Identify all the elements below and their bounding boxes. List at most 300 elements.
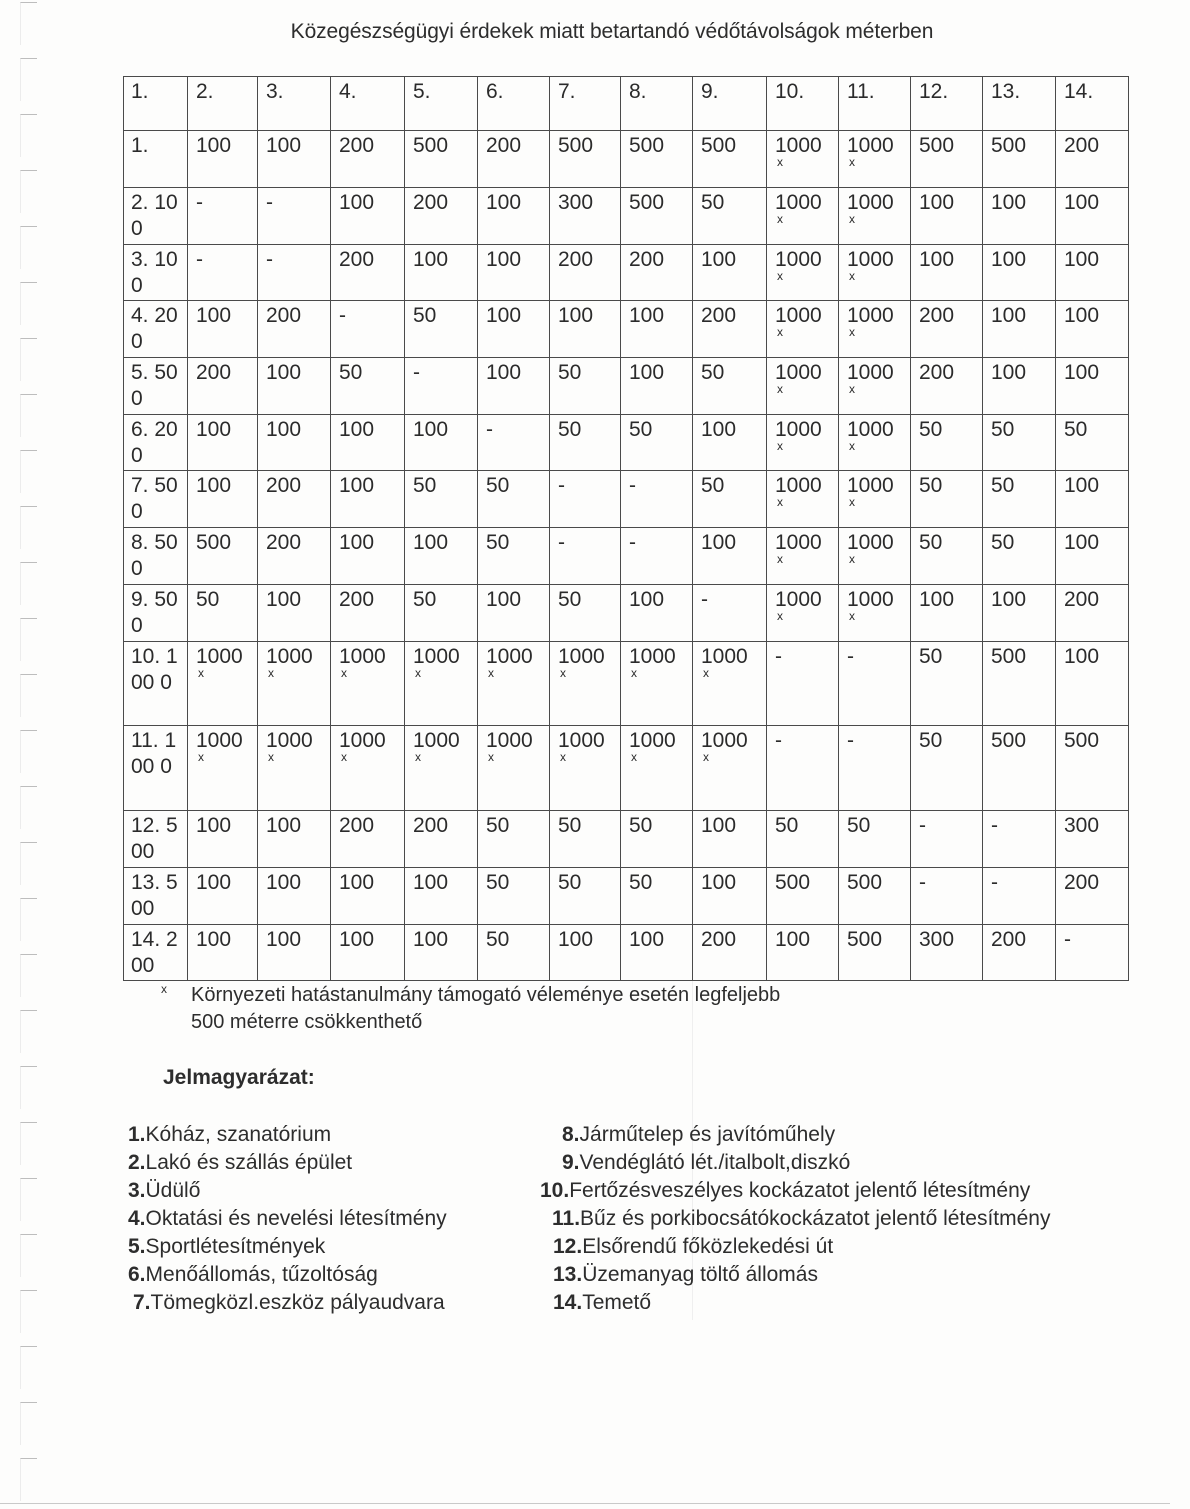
cell-value: 50 xyxy=(558,361,582,384)
table-cell xyxy=(188,925,258,981)
table-cell xyxy=(767,528,839,585)
cell-value: - xyxy=(558,531,565,554)
table-cell xyxy=(983,245,1056,301)
table-cell xyxy=(693,726,767,811)
table-cell xyxy=(983,585,1056,642)
cell-value: - xyxy=(413,361,420,384)
cell-value: 50 xyxy=(196,588,220,611)
legend-item xyxy=(128,1149,447,1177)
legend-item xyxy=(540,1177,1050,1205)
table-cell xyxy=(331,245,405,301)
table-cell xyxy=(478,642,550,726)
table-cell xyxy=(767,868,839,925)
row-header: 9. 500 xyxy=(124,585,188,642)
cell-value: 1000 xyxy=(847,418,894,441)
cell-value: 50 xyxy=(413,304,437,327)
cell-value: 1000 xyxy=(775,248,822,271)
cell-value: 100 xyxy=(486,361,522,384)
column-header: 12. xyxy=(911,77,983,131)
table-cell xyxy=(258,358,331,415)
table-cell xyxy=(405,925,478,981)
table-cell xyxy=(983,726,1056,811)
legend-item xyxy=(128,1289,447,1317)
cell-value: 1000 xyxy=(266,729,313,752)
table-cell xyxy=(478,925,550,981)
cell-value: - xyxy=(919,871,926,894)
cell-value: 100 xyxy=(266,871,302,894)
cell-value: 50 xyxy=(919,729,943,752)
footnote-marker: x xyxy=(341,750,347,764)
cell-value: 100 xyxy=(196,814,232,837)
page-title: Közegészségügyi érdekek miatt betartandó védőtávolságok méterben xyxy=(290,20,934,43)
table-cell xyxy=(983,415,1056,471)
cell-value: 100 xyxy=(991,361,1027,384)
cell-value: - xyxy=(1064,928,1071,951)
cell-value: 50 xyxy=(486,928,510,951)
cell-value: 100 xyxy=(1064,531,1100,554)
cell-value: 100 xyxy=(919,191,955,214)
cell-value: 200 xyxy=(196,361,232,384)
cell-value: 100 xyxy=(991,248,1027,271)
table-cell xyxy=(405,245,478,301)
cell-value: 500 xyxy=(847,871,883,894)
cell-value: 100 xyxy=(266,361,302,384)
table-cell xyxy=(1056,188,1129,245)
footnote-line-2: 500 méterre csökkenthető xyxy=(191,1011,423,1033)
cell-value: 100 xyxy=(266,814,302,837)
cell-value: 1000 xyxy=(775,474,822,497)
cell-value: 100 xyxy=(196,134,232,157)
cell-value: 50 xyxy=(991,418,1015,441)
legend-number: 4. xyxy=(128,1207,146,1230)
cell-value: 100 xyxy=(486,588,522,611)
page-bottom-edge xyxy=(0,1503,1170,1504)
cell-value: 100 xyxy=(775,928,811,951)
cell-value: 100 xyxy=(339,871,375,894)
cell-value: 100 xyxy=(1064,304,1100,327)
cell-value: 200 xyxy=(339,134,375,157)
column-header: 5. xyxy=(405,77,478,131)
table-cell xyxy=(478,358,550,415)
table-cell xyxy=(621,642,693,726)
legend-text: Sportlétesítmények xyxy=(145,1235,326,1258)
binder-hole-mark xyxy=(20,730,37,773)
table-cell xyxy=(405,811,478,868)
column-header: 13. xyxy=(983,77,1056,131)
cell-value: 100 xyxy=(1064,361,1100,384)
cell-value: 1000 xyxy=(629,729,676,752)
binder-hole-mark xyxy=(20,450,37,493)
binder-holes xyxy=(20,0,40,1509)
table-row xyxy=(124,358,1129,415)
cell-value: - xyxy=(266,248,273,271)
table-cell xyxy=(621,471,693,528)
cell-value: 1000 xyxy=(339,729,386,752)
table-cell xyxy=(405,471,478,528)
table-row xyxy=(124,188,1129,245)
legend-text: Lakó és szállás épület xyxy=(145,1151,353,1174)
cell-value: 50 xyxy=(775,814,799,837)
table-cell xyxy=(1056,528,1129,585)
table-cell xyxy=(767,726,839,811)
cell-value: 1000 xyxy=(413,729,460,752)
table-cell xyxy=(550,358,621,415)
table-cell xyxy=(983,131,1056,188)
cell-value: 200 xyxy=(339,588,375,611)
table-row xyxy=(124,245,1129,301)
table-cell xyxy=(911,301,983,358)
table-cell xyxy=(1056,811,1129,868)
table-cell xyxy=(693,868,767,925)
cell-value: 50 xyxy=(413,474,437,497)
table-cell xyxy=(767,811,839,868)
cell-value: 100 xyxy=(629,928,665,951)
table-cell xyxy=(331,131,405,188)
footnote-marker: x xyxy=(415,750,421,764)
table-cell xyxy=(911,811,983,868)
cell-value: 100 xyxy=(701,814,737,837)
cell-value: - xyxy=(847,645,854,668)
table-cell xyxy=(550,925,621,981)
row-header: 12. 500 xyxy=(124,811,188,868)
table-cell xyxy=(258,925,331,981)
cell-value: - xyxy=(629,474,636,497)
legend-item xyxy=(128,1121,447,1149)
table-cell xyxy=(693,925,767,981)
footnote-marker: x xyxy=(777,269,783,283)
table-cell xyxy=(1056,868,1129,925)
cell-value: 50 xyxy=(991,474,1015,497)
table-cell xyxy=(983,188,1056,245)
table-cell xyxy=(188,131,258,188)
binder-hole-mark xyxy=(20,226,37,269)
table-cell xyxy=(767,642,839,726)
cell-value: 50 xyxy=(486,871,510,894)
cell-value: - xyxy=(775,729,782,752)
cell-value: 100 xyxy=(413,928,449,951)
table-cell xyxy=(983,358,1056,415)
binder-hole-mark xyxy=(20,1010,37,1053)
cell-value: - xyxy=(629,531,636,554)
legend-item xyxy=(128,1261,447,1289)
cell-value: 100 xyxy=(629,588,665,611)
legend-text: Tömegközl.eszköz pályaudvara xyxy=(150,1291,445,1314)
cell-value: 100 xyxy=(991,588,1027,611)
table-cell xyxy=(258,471,331,528)
table-cell xyxy=(258,868,331,925)
table-cell xyxy=(188,415,258,471)
table-cell xyxy=(621,868,693,925)
binder-hole-mark xyxy=(20,58,37,101)
cell-value: 500 xyxy=(629,191,665,214)
table-cell xyxy=(693,358,767,415)
table-cell xyxy=(911,471,983,528)
cell-value: 1000 xyxy=(847,531,894,554)
table-cell xyxy=(478,131,550,188)
table-cell xyxy=(478,528,550,585)
table-cell xyxy=(621,301,693,358)
cell-value: 1000 xyxy=(847,248,894,271)
cell-value: 100 xyxy=(629,361,665,384)
table-cell xyxy=(621,415,693,471)
footnote-marker: x xyxy=(631,750,637,764)
cell-value: 1000 xyxy=(847,191,894,214)
legend-text: Járműtelep és javítóműhely xyxy=(579,1123,836,1146)
cell-value: 100 xyxy=(413,418,449,441)
legend-text: Kóház, szanatórium xyxy=(145,1123,332,1146)
binder-hole-mark xyxy=(20,1458,37,1501)
footnote-marker: x xyxy=(703,666,709,680)
table-cell xyxy=(258,585,331,642)
table-cell xyxy=(911,585,983,642)
binder-hole-mark xyxy=(20,1346,37,1389)
table-cell xyxy=(331,415,405,471)
table-cell xyxy=(693,642,767,726)
table-cell xyxy=(767,301,839,358)
binder-hole-mark xyxy=(20,114,37,157)
cell-value: 50 xyxy=(847,814,871,837)
footnote-marker: x xyxy=(631,666,637,680)
binder-hole-mark xyxy=(20,1122,37,1165)
binder-hole-mark xyxy=(20,954,37,997)
table-cell xyxy=(478,726,550,811)
legend-number: 13. xyxy=(553,1263,583,1286)
table-cell xyxy=(405,415,478,471)
legend-item xyxy=(540,1289,1050,1317)
cell-value: 200 xyxy=(919,361,955,384)
table-cell xyxy=(767,358,839,415)
table-cell xyxy=(331,358,405,415)
table-cell xyxy=(550,245,621,301)
legend-item xyxy=(128,1233,447,1261)
table-cell xyxy=(767,415,839,471)
cell-value: 100 xyxy=(486,191,522,214)
cell-value: 1000 xyxy=(413,645,460,668)
cell-value: 100 xyxy=(339,531,375,554)
cell-value: 200 xyxy=(991,928,1027,951)
cell-value: 200 xyxy=(701,304,737,327)
table-cell xyxy=(188,358,258,415)
table-cell xyxy=(911,415,983,471)
table-cell xyxy=(550,642,621,726)
table-cell xyxy=(478,245,550,301)
table-cell xyxy=(405,868,478,925)
cell-value: 100 xyxy=(1064,191,1100,214)
binder-hole-mark xyxy=(20,506,37,549)
cell-value: 1000 xyxy=(701,645,748,668)
row-header: 3. 100 xyxy=(124,245,188,301)
cell-value: 100 xyxy=(339,191,375,214)
table-cell xyxy=(621,188,693,245)
table-cell xyxy=(621,245,693,301)
cell-value: 1000 xyxy=(558,729,605,752)
legend-text: Fertőzésveszélyes kockázatot jelentő létesítmény xyxy=(569,1179,1031,1202)
table-cell xyxy=(767,245,839,301)
cell-value: 100 xyxy=(196,474,232,497)
footnote-marker: x xyxy=(777,382,783,396)
table-row xyxy=(124,585,1129,642)
legend-text: Menőállomás, tűzoltóság xyxy=(145,1263,378,1286)
table-cell xyxy=(983,528,1056,585)
table-cell xyxy=(188,585,258,642)
cell-value: 200 xyxy=(266,474,302,497)
table-cell xyxy=(983,471,1056,528)
column-header: 4. xyxy=(331,77,405,131)
cell-value: - xyxy=(991,871,998,894)
cell-value: 500 xyxy=(919,134,955,157)
legend-item xyxy=(540,1261,1050,1289)
table-cell xyxy=(550,585,621,642)
cell-value: 200 xyxy=(413,814,449,837)
cell-value: 200 xyxy=(629,248,665,271)
cell-value: - xyxy=(558,474,565,497)
table-cell xyxy=(839,925,911,981)
table-cell xyxy=(621,811,693,868)
footnote-marker: x xyxy=(560,666,566,680)
cell-value: 50 xyxy=(701,361,725,384)
legend-number: 14. xyxy=(553,1291,583,1314)
table-cell xyxy=(983,301,1056,358)
table-cell xyxy=(983,868,1056,925)
table-cell xyxy=(405,301,478,358)
cell-value: 200 xyxy=(486,134,522,157)
cell-value: 200 xyxy=(1064,588,1100,611)
footnote-marker: x xyxy=(777,439,783,453)
cell-value: 50 xyxy=(701,474,725,497)
footnote-marker: x xyxy=(488,750,494,764)
cell-value: 1000 xyxy=(266,645,313,668)
cell-value: 200 xyxy=(558,248,594,271)
legend-left-column xyxy=(128,1121,447,1317)
footnote-marker: x xyxy=(198,750,204,764)
cell-value: 500 xyxy=(196,531,232,554)
footnote-marker: x xyxy=(849,609,855,623)
table-cell xyxy=(983,811,1056,868)
table-cell xyxy=(839,528,911,585)
binder-hole-mark xyxy=(20,1178,37,1221)
cell-value: 1000 xyxy=(775,531,822,554)
table-cell xyxy=(550,868,621,925)
table-cell xyxy=(550,726,621,811)
legend-text: Üdülő xyxy=(145,1179,201,1202)
cell-value: 100 xyxy=(1064,645,1100,668)
cell-value: 100 xyxy=(701,248,737,271)
table-cell xyxy=(331,528,405,585)
table-cell xyxy=(188,868,258,925)
cell-value: - xyxy=(339,304,346,327)
cell-value: 1000 xyxy=(775,588,822,611)
table-row xyxy=(124,301,1129,358)
table-cell xyxy=(550,301,621,358)
table-header-row xyxy=(124,77,1129,131)
cell-value: 500 xyxy=(413,134,449,157)
footnote-marker: x xyxy=(849,382,855,396)
cell-value: 100 xyxy=(991,304,1027,327)
table-cell xyxy=(693,585,767,642)
table-cell xyxy=(331,868,405,925)
cell-value: 50 xyxy=(919,418,943,441)
footnote-marker: x xyxy=(703,750,709,764)
cell-value: 100 xyxy=(196,871,232,894)
cell-value: 50 xyxy=(558,418,582,441)
table-cell xyxy=(839,301,911,358)
table-cell xyxy=(258,811,331,868)
footnote-marker: x xyxy=(777,212,783,226)
table-cell xyxy=(405,528,478,585)
footnote-line-1: Környezeti hatástanulmány támogató véleménye esetén legfeljebb xyxy=(191,984,781,1006)
cell-value: 500 xyxy=(629,134,665,157)
legend-item xyxy=(540,1149,1050,1177)
table-cell xyxy=(911,726,983,811)
table-cell xyxy=(621,358,693,415)
table-cell xyxy=(478,188,550,245)
cell-value: 1000 xyxy=(847,588,894,611)
cell-value: 100 xyxy=(266,928,302,951)
cell-value: 200 xyxy=(339,814,375,837)
cell-value: 100 xyxy=(486,304,522,327)
cell-value: 1000 xyxy=(558,645,605,668)
cell-value: 100 xyxy=(196,304,232,327)
cell-value: 50 xyxy=(558,588,582,611)
table-cell xyxy=(258,131,331,188)
binder-hole-mark xyxy=(20,338,37,381)
footnote-marker: x xyxy=(415,666,421,680)
cell-value: 1000 xyxy=(629,645,676,668)
cell-value: 500 xyxy=(991,645,1027,668)
cell-value: 100 xyxy=(1064,248,1100,271)
legend-title: Jelmagyarázat: xyxy=(163,1066,315,1089)
cell-value: 100 xyxy=(919,248,955,271)
table-cell xyxy=(839,585,911,642)
table-cell xyxy=(1056,301,1129,358)
column-header: 8. xyxy=(621,77,693,131)
cell-value: 50 xyxy=(413,588,437,611)
column-header: 10. xyxy=(767,77,839,131)
cell-value: 100 xyxy=(629,304,665,327)
cell-value: 50 xyxy=(339,361,363,384)
table-cell xyxy=(911,358,983,415)
table-cell xyxy=(331,585,405,642)
cell-value: 200 xyxy=(919,304,955,327)
row-header: 5. 500 xyxy=(124,358,188,415)
legend-text: Oktatási és nevelési létesítmény xyxy=(145,1207,447,1230)
cell-value: 1000 xyxy=(775,191,822,214)
cell-value: 100 xyxy=(339,474,375,497)
cell-value: 50 xyxy=(558,871,582,894)
table-cell xyxy=(839,188,911,245)
cell-value: 200 xyxy=(1064,134,1100,157)
table-cell xyxy=(188,301,258,358)
cell-value: 100 xyxy=(413,531,449,554)
table-cell xyxy=(331,642,405,726)
cell-value: 1000 xyxy=(847,304,894,327)
table-cell xyxy=(188,642,258,726)
table-cell xyxy=(405,642,478,726)
table-cell xyxy=(767,925,839,981)
table-cell xyxy=(478,415,550,471)
table-cell xyxy=(839,726,911,811)
table-cell xyxy=(258,726,331,811)
binder-hole-mark xyxy=(20,1290,37,1333)
table-cell xyxy=(478,868,550,925)
cell-value: 500 xyxy=(991,729,1027,752)
cell-value: - xyxy=(196,248,203,271)
legend-number: 1. xyxy=(128,1123,146,1146)
cell-value: 50 xyxy=(486,531,510,554)
footnote-marker: x xyxy=(198,666,204,680)
table-row xyxy=(124,726,1129,811)
legend-number: 9. xyxy=(562,1151,580,1174)
